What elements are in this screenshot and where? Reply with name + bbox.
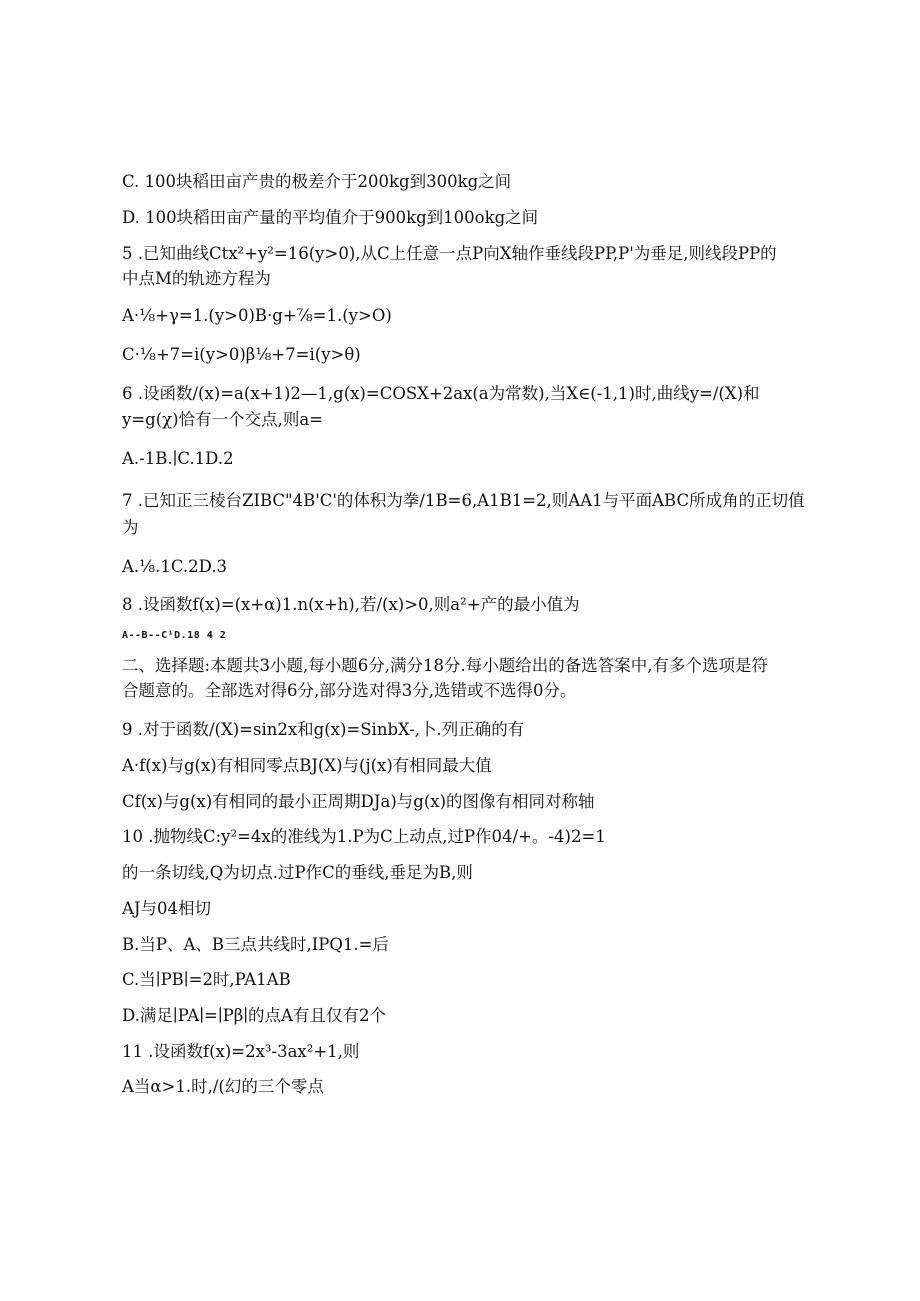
question-11: 11 .设函数f(x)=2x³-3ax²+1,则	[122, 1042, 360, 1061]
option-a-q11: A当α>1.时,/(幻的三个零点	[122, 1077, 324, 1096]
options-ab-q9: A·f(x)与g(x)有相同零点BJ(X)与(j(x)有相同最大值	[122, 756, 492, 775]
section-2-line-1: 二、选择题:本题共3小题,每小题6分,满分18分.每小题给出的备选答案中,有多个选项是符	[122, 656, 769, 675]
option-c-q10: C.当∣PB∣=2时,PA1AB	[122, 970, 291, 989]
question-5-line-2: 中点M的轨迹方程为	[122, 269, 271, 288]
question-8: 8 .设函数f(x)=(x+α)1.n(x+h),若/(x)>0,则a²+产的最小值为	[122, 595, 580, 614]
question-7-line-2: 为	[122, 518, 139, 537]
option-d-q4: D. 100块稻田亩产量的平均值介于900kg到100okg之间	[122, 208, 539, 227]
options-q7: A.⅛.1C.2D.3	[122, 557, 228, 576]
option-c-q4: C. 100块稻田亩产贵的极差介于200kg到300kg之间	[122, 172, 512, 191]
question-10-line-2: 的一条切线,Q为切点.过P作C的垂线,垂足为B,则	[122, 863, 473, 882]
option-d-q10: D.满足∣PA∣=∣Pβ∣的点A有且仅有2个	[122, 1006, 386, 1025]
options-q8: A--B--C¹D.18 4 2	[122, 630, 227, 641]
question-7-line-1: 7 .已知正三棱台ZIBC"4B'C'的体积为拳/1B=6,A1B1=2,则AA1与平面ABC所成角的正切值	[122, 491, 805, 510]
question-9: 9 .对于函数/(X)=sin2x和g(x)=SinbX-,卜.列正确的有	[122, 720, 525, 739]
options-q6: A.-1B.∣C.1D.2	[122, 449, 234, 468]
option-b-q10: B.当P、A、B三点共线时,IPQ1.=后	[122, 935, 389, 954]
section-2-line-2: 合题意的。全部选对得6分,部分选对得3分,选错或不选得0分。	[122, 681, 577, 700]
options-ab-q5: A·⅛+γ=1.(y>0)B·g+⅞=1.(y>O)	[122, 306, 392, 325]
options-cd-q5: C·⅛+7=i(y>0)β⅛+7=i(y>θ)	[122, 345, 361, 364]
question-6-line-2: y=g(χ)恰有一个交点,则a=	[122, 410, 323, 429]
question-10-line-1: 10 .抛物线C:y²=4x的准线为1.P为C上动点,过P作04/+。-4)2=1	[122, 827, 606, 846]
options-cd-q9: Cf(x)与g(x)有相同的最小正周期DJa)与g(x)的图像有相同对称轴	[122, 792, 595, 811]
option-a-q10: AJ与04相切	[122, 899, 212, 918]
question-5-line-1: 5 .已知曲线Ctx²+y²=16(y>0),从C上任意一点P向X轴作垂线段PP,P'为垂足,则线段PP的	[122, 244, 777, 263]
question-6-line-1: 6 .设函数/(x)=a(x+1)2—1,g(x)=COSX+2ax(a为常数),当X∈(-1,1)时,曲线y=/(X)和	[122, 384, 760, 403]
